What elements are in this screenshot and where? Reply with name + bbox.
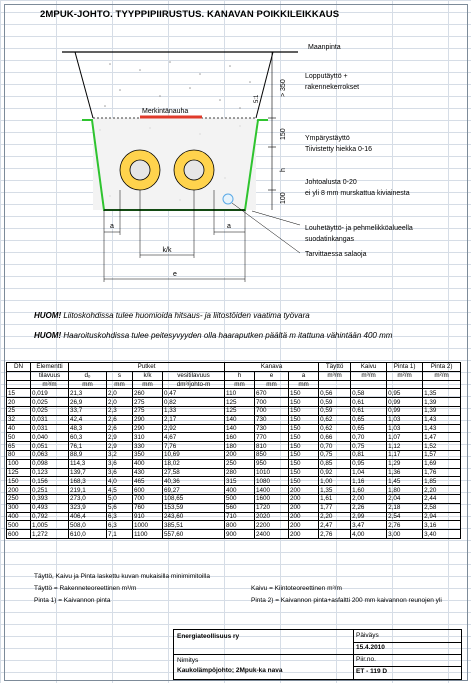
table-cell: 1,16 (351, 477, 387, 486)
table-cell: 1,77 (319, 503, 351, 512)
table-cell: 5,6 (107, 503, 133, 512)
title-block (173, 629, 462, 680)
table-cell: 600 (133, 486, 163, 495)
table-cell: 125 (7, 468, 31, 477)
table-cell: 15 (7, 389, 31, 398)
lopputaytto-label: Lopputäyttö + (305, 73, 348, 80)
table-cell: 730 (255, 415, 289, 424)
table-cell: 150 (289, 477, 319, 486)
merkintanauha-label: Merkintänauha (142, 108, 189, 115)
table-row (7, 424, 461, 433)
ei-yli-label: ei yli 8 mm murskattua kiviainesta (305, 190, 410, 197)
table-cell: 260 (133, 389, 163, 398)
table-cell: 3,6 (107, 459, 133, 468)
table-cell: 2,00 (351, 494, 387, 503)
drawing-label: Piir.no. (356, 656, 376, 663)
table-cell: 290 (133, 415, 163, 424)
table-cell: 3,40 (423, 530, 461, 539)
table-cell: 114,3 (69, 459, 107, 468)
table-cell: 500 (225, 494, 255, 503)
johtoalusta-label: Johtoalusta 0-20 (305, 179, 357, 186)
table-cell: 700 (255, 406, 289, 415)
table-cell: 2200 (255, 521, 289, 530)
table-cell: 0,59 (319, 406, 351, 415)
table-cell: 2,3 (107, 406, 133, 415)
table-row (7, 398, 461, 407)
table-cell: 1,60 (351, 486, 387, 495)
table-cell: 200 (289, 530, 319, 539)
table-cell: 65 (7, 442, 31, 451)
trench-cross-section-diagram (0, 0, 471, 300)
table-cell: 80 (7, 450, 31, 459)
table-cell: 280 (225, 468, 255, 477)
table-cell: 560 (225, 503, 255, 512)
table-cell: 350 (133, 450, 163, 459)
table-cell: 110 (225, 389, 255, 398)
table-cell: 42,4 (69, 415, 107, 424)
table-cell: 125 (225, 398, 255, 407)
table-cell: 406,4 (69, 512, 107, 521)
table-cell: 160 (225, 433, 255, 442)
table-row (7, 512, 461, 521)
table-cell: 0,75 (319, 450, 351, 459)
dim-100: 100 (280, 192, 287, 204)
table-cell: 2,92 (163, 424, 225, 433)
drawing-number: ET - 119 D (356, 668, 388, 675)
table-cell: 1,35 (319, 486, 351, 495)
table-cell: 2,6 (107, 424, 133, 433)
table-cell: 18,02 (163, 459, 225, 468)
table-cell: 430 (133, 468, 163, 477)
table-cell: 0,61 (351, 398, 387, 407)
table-cell: 0,040 (31, 433, 69, 442)
table-cell: 3,2 (107, 450, 133, 459)
table-cell: 150 (289, 450, 319, 459)
table-row (7, 468, 461, 477)
table-cell: 0,019 (31, 389, 69, 398)
table-cell: 1,36 (387, 468, 423, 477)
table-cell: 140 (225, 415, 255, 424)
pipe-right (174, 150, 214, 190)
dim-e: e (173, 271, 177, 278)
table-cell: 150 (289, 424, 319, 433)
table-cell: 1,57 (423, 450, 461, 459)
table-cell: 2,04 (387, 494, 423, 503)
table-cell: 330 (133, 442, 163, 451)
table-cell: 400 (225, 486, 255, 495)
table-cell: 0,82 (163, 398, 225, 407)
table-row (7, 477, 461, 486)
table-cell: 200 (289, 486, 319, 495)
table-cell: 2,26 (351, 503, 387, 512)
dim-350: > 350 (280, 79, 287, 97)
table-cell: 400 (7, 512, 31, 521)
table-cell: 0,025 (31, 406, 69, 415)
table-cell: 125 (225, 406, 255, 415)
table-row (7, 494, 461, 503)
table-row (7, 521, 461, 530)
table-cell: 153,59 (163, 503, 225, 512)
company-name: Energiateollisuus ry (177, 633, 240, 640)
table-row (7, 503, 461, 512)
table-cell: 0,95 (351, 459, 387, 468)
table-cell: 0,81 (351, 450, 387, 459)
table-cell: 0,031 (31, 415, 69, 424)
table-cell: 2,0 (107, 398, 133, 407)
dim-a-left: a (110, 223, 114, 230)
table-cell: 0,393 (31, 494, 69, 503)
pipe-left (120, 150, 160, 190)
table-cell: 1,80 (387, 486, 423, 495)
table-cell: 32 (7, 415, 31, 424)
table-cell: 3,47 (351, 521, 387, 530)
note-2: HUOM! Haaroituskohdissa tulee peitesyvyyden olla haaraputken päältä m itattuna vähintään 400 mm (34, 331, 393, 340)
table-cell: 7,76 (163, 442, 225, 451)
slope-ratio: 5:1 (254, 94, 260, 103)
table-header-units: m³/m mm mm mm dm³/johto-m mm mm mm (7, 380, 461, 389)
table-cell: 315 (225, 477, 255, 486)
table-cell: 1,12 (387, 442, 423, 451)
footnote-2-left: Täyttö = Rakenneteoreettinen m³/m (34, 585, 137, 592)
drawing-title: 2MPUK-JOHTO. TYYPPIPIIRUSTUS. KANAVAN POIKKILEIKKAUS (40, 9, 340, 20)
table-cell: 0,70 (351, 433, 387, 442)
table-cell: 2,20 (423, 486, 461, 495)
table-cell: 69,27 (163, 486, 225, 495)
table-cell: 0,051 (31, 442, 69, 451)
table-cell: 150 (289, 415, 319, 424)
note-1: HUOM! Liitoskohdissa tulee huomioida hitsaus- ja liitostöiden vaatima työvara (34, 311, 310, 320)
table-cell: 1,52 (423, 442, 461, 451)
table-cell: 4,67 (163, 433, 225, 442)
table-cell: 2,47 (319, 521, 351, 530)
table-cell: 168,3 (69, 477, 107, 486)
table-cell: 200 (225, 450, 255, 459)
table-cell: 150 (289, 389, 319, 398)
table-cell: 3,16 (423, 521, 461, 530)
table-cell: 27,58 (163, 468, 225, 477)
table-cell: 0,59 (319, 398, 351, 407)
table-cell: 100 (7, 459, 31, 468)
table-cell: 1,45 (387, 477, 423, 486)
table-cell: 2400 (255, 530, 289, 539)
table-cell: 2,99 (351, 512, 387, 521)
table-cell: 0,65 (351, 424, 387, 433)
tarvittaessa-label: Tarvittaessa salaoja (305, 251, 367, 258)
table-cell: 508,0 (69, 521, 107, 530)
table-cell: 200 (289, 521, 319, 530)
table-cell: 275 (133, 406, 163, 415)
table-cell: 610,0 (69, 530, 107, 539)
table-cell: 1,61 (319, 494, 351, 503)
table-cell: 310 (133, 433, 163, 442)
table-cell: 250 (7, 494, 31, 503)
table-cell: 275 (133, 398, 163, 407)
table-header-groups: DN Elementti Putket Kanava Täyttö Kaivu Pinta 1) Pinta 2) (7, 363, 461, 372)
table-cell: 20 (7, 398, 31, 407)
table-cell: 0,123 (31, 468, 69, 477)
table-cell: 850 (255, 450, 289, 459)
table-cell: 6,3 (107, 512, 133, 521)
table-cell: 0,99 (387, 406, 423, 415)
table-cell: 4,0 (107, 477, 133, 486)
table-cell: 1,07 (387, 433, 423, 442)
table-cell: 710 (225, 512, 255, 521)
table-cell: 4,00 (351, 530, 387, 539)
table-row (7, 486, 461, 495)
table-cell: 1600 (255, 494, 289, 503)
table-cell: 0,99 (387, 398, 423, 407)
table-cell: 150 (289, 433, 319, 442)
table-cell: 950 (255, 459, 289, 468)
table-cell: 1720 (255, 503, 289, 512)
table-cell: 1,47 (423, 433, 461, 442)
table-cell: 200 (289, 494, 319, 503)
footnote-2-right: Kaivu = Kiintoteoreettinen m³/m (251, 585, 342, 592)
table-cell: 0,62 (319, 424, 351, 433)
table-cell: 40,36 (163, 477, 225, 486)
table-cell: 150 (7, 477, 31, 486)
table-cell: 0,025 (31, 398, 69, 407)
table-cell: 0,70 (319, 442, 351, 451)
table-cell: 810 (255, 442, 289, 451)
lohe-label-2: suodatinkangas (305, 236, 355, 243)
table-cell: 600 (7, 530, 31, 539)
table-cell: 7,1 (107, 530, 133, 539)
table-cell: 200 (7, 486, 31, 495)
footnote-3-right: Pinta 2) = Kaivannon pinta+asfaltti 200 mm kaivannon reunojen yli (251, 597, 442, 604)
table-cell: 0,62 (319, 415, 351, 424)
table-cell: 730 (255, 424, 289, 433)
name-label: Nimitys (177, 657, 199, 664)
dim-h: h (280, 168, 287, 172)
table-cell: 0,063 (31, 450, 69, 459)
lohe-label-1: Louhetäyttö- ja pehmelikköalueella (305, 225, 413, 232)
table-cell: 2,9 (107, 433, 133, 442)
table-cell: 760 (133, 503, 163, 512)
table-cell: 2,76 (387, 521, 423, 530)
table-cell: 910 (133, 512, 163, 521)
table-cell: 0,098 (31, 459, 69, 468)
table-cell: 290 (133, 424, 163, 433)
table-cell: 2,76 (319, 530, 351, 539)
table-cell: 1,85 (423, 477, 461, 486)
table-cell: 200 (289, 512, 319, 521)
table-cell: 150 (289, 468, 319, 477)
table-row (7, 406, 461, 415)
table-cell: 670 (255, 389, 289, 398)
table-cell: 323,9 (69, 503, 107, 512)
table-cell: 250 (225, 459, 255, 468)
table-cell: 40 (7, 424, 31, 433)
table-row (7, 389, 461, 398)
table-cell: 0,47 (163, 389, 225, 398)
table-cell: 273,0 (69, 494, 107, 503)
table-cell: 2,9 (107, 442, 133, 451)
table-row (7, 530, 461, 539)
table-cell: 1,35 (423, 389, 461, 398)
dimension-table (6, 362, 461, 539)
maanpinta-label: Maanpinta (308, 44, 341, 51)
table-cell: 48,3 (69, 424, 107, 433)
table-cell: 50 (7, 433, 31, 442)
table-cell: 0,56 (319, 389, 351, 398)
table-cell: 200 (289, 503, 319, 512)
table-row (7, 442, 461, 451)
table-cell: 700 (255, 398, 289, 407)
table-cell: 800 (225, 521, 255, 530)
tiivistetty-label: Tiivistetty hiekka 0-16 (305, 146, 373, 153)
table-cell: 0,95 (387, 389, 423, 398)
table-cell: 76,1 (69, 442, 107, 451)
ymparystaytto-label: Ympärystäyttö (305, 135, 350, 142)
table-cell: 2020 (255, 512, 289, 521)
drain-pipe (223, 194, 233, 204)
table-cell: 108,65 (163, 494, 225, 503)
footnote-3-left: Pinta 1) = Kaivannon pinta (34, 597, 111, 604)
table-cell: 1,33 (163, 406, 225, 415)
table-cell: 0,156 (31, 477, 69, 486)
table-cell: 385,51 (163, 521, 225, 530)
table-cell: 1,39 (423, 398, 461, 407)
table-cell: 2,18 (387, 503, 423, 512)
rakennekerrokset-label: rakennekerrokset (305, 84, 360, 91)
table-cell: 2,94 (423, 512, 461, 521)
table-cell: 2,44 (423, 494, 461, 503)
table-cell: 0,65 (351, 415, 387, 424)
table-header-sub: tilavuus dₒ s k/k vesitilavuus h e a m³/m m³/m m²/m m²/m (7, 371, 461, 380)
table-cell: 5,0 (107, 494, 133, 503)
table-cell: 0,85 (319, 459, 351, 468)
table-cell: 26,9 (69, 398, 107, 407)
table-row (7, 450, 461, 459)
table-cell: 2,6 (107, 415, 133, 424)
table-cell: 3,00 (387, 530, 423, 539)
table-cell: 700 (133, 494, 163, 503)
table-cell: 1,43 (423, 424, 461, 433)
table-cell: 1,00 (319, 477, 351, 486)
table-cell: 140 (225, 424, 255, 433)
dim-150: 150 (280, 128, 287, 140)
table-cell: 0,031 (31, 424, 69, 433)
table-cell: 180 (225, 442, 255, 451)
table-cell: 3,6 (107, 468, 133, 477)
table-cell: 0,493 (31, 503, 69, 512)
table-cell: 1,69 (423, 459, 461, 468)
huom-label: HUOM! (34, 331, 62, 340)
huom-label: HUOM! (34, 311, 62, 320)
table-cell: 10,69 (163, 450, 225, 459)
table-cell: 60,3 (69, 433, 107, 442)
table-cell: 88,9 (69, 450, 107, 459)
table-cell: 1010 (255, 468, 289, 477)
table-cell: 0,75 (351, 442, 387, 451)
table-cell: 0,92 (319, 468, 351, 477)
table-cell: 25 (7, 406, 31, 415)
table-cell: 770 (255, 433, 289, 442)
table-cell: 2,20 (319, 512, 351, 521)
table-cell: 1400 (255, 486, 289, 495)
table-cell: 1,43 (423, 415, 461, 424)
dim-kk: k/k (162, 247, 172, 254)
table-cell: 465 (133, 477, 163, 486)
table-cell: 0,792 (31, 512, 69, 521)
table-cell: 2,58 (423, 503, 461, 512)
table-cell: 4,5 (107, 486, 133, 495)
table-cell: 1,272 (31, 530, 69, 539)
table-cell: 0,61 (351, 406, 387, 415)
table-cell: 500 (7, 521, 31, 530)
table-row (7, 459, 461, 468)
table-cell: 2,0 (107, 389, 133, 398)
table-cell: 900 (225, 530, 255, 539)
table-cell: 0,251 (31, 486, 69, 495)
table-cell: 0,66 (319, 433, 351, 442)
table-cell: 0,58 (351, 389, 387, 398)
table-cell: 557,60 (163, 530, 225, 539)
table-cell: 400 (133, 459, 163, 468)
dim-a-right: a (227, 223, 231, 230)
table-cell: 1000 (133, 521, 163, 530)
table-cell: 2,17 (163, 415, 225, 424)
table-cell: 6,3 (107, 521, 133, 530)
table-row (7, 433, 461, 442)
table-cell: 243,60 (163, 512, 225, 521)
table-cell: 1,39 (423, 406, 461, 415)
table-cell: 1,03 (387, 415, 423, 424)
footnote-1: Täyttö, Kaivu ja Pinta laskettu kuvan mukaisilla minimimitoilla (34, 573, 210, 580)
date-value: 15.4.2010 (356, 644, 385, 651)
table-cell: 150 (289, 406, 319, 415)
table-cell: 150 (289, 442, 319, 451)
table-cell: 1,29 (387, 459, 423, 468)
table-cell: 150 (289, 459, 319, 468)
table-cell: 219,1 (69, 486, 107, 495)
table-cell: 1,04 (351, 468, 387, 477)
backfill-dots (104, 61, 251, 109)
table-cell: 300 (7, 503, 31, 512)
table-row (7, 415, 461, 424)
table-cell: 1,03 (387, 424, 423, 433)
table-cell: 1100 (133, 530, 163, 539)
name-value: Kaukolämpöjohto; 2Mpuk-ka nava (177, 667, 283, 674)
table-cell: 139,7 (69, 468, 107, 477)
table-cell: 1080 (255, 477, 289, 486)
table-cell: 2,54 (387, 512, 423, 521)
table-cell: 150 (289, 398, 319, 407)
table-cell: 1,76 (423, 468, 461, 477)
table-cell: 21,3 (69, 389, 107, 398)
table-cell: 1,005 (31, 521, 69, 530)
table-cell: 1,17 (387, 450, 423, 459)
date-label: Päiväys (356, 632, 379, 639)
table-cell: 33,7 (69, 406, 107, 415)
